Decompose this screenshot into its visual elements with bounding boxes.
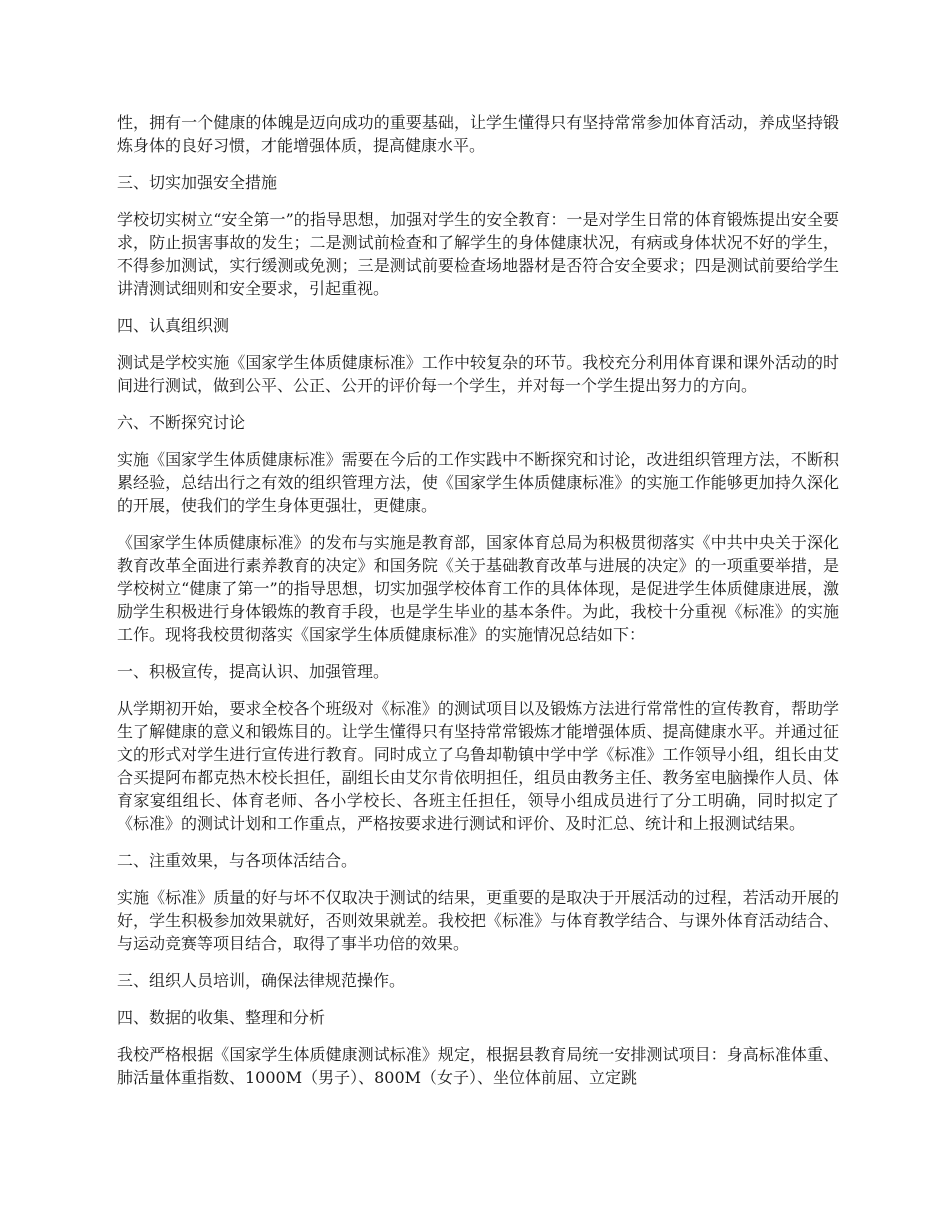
section-heading: 三、组织人员培训，确保法律规范操作。 <box>117 971 406 990</box>
section-heading: 四、认真组织测 <box>117 316 230 335</box>
section-heading: 一、积极宣传，提高认识、加强管理。 <box>117 662 390 681</box>
section-heading: 三、切实加强安全措施 <box>117 173 278 192</box>
document-body <box>117 111 839 1103</box>
body-paragraph: 实施《标准》质量的好与坏不仅取决于测试的结果，更重要的是取决于开展活动的过程，若活动开展的好，学生积极参加效果就好，否则效果就差。我校把《标准》与体育教学结合、与课外体育活动结合、与运动竞赛等项目结合，取得了事半功倍的效果。 <box>117 888 839 953</box>
body-paragraph: 我校严格根据《国家学生体质健康测试标准》规定，根据县教育局统一安排测试项目：身高标准体重、肺活量体重指数、1000M（男子）、800M（女子）、坐位体前屈、立定跳 <box>117 1045 839 1087</box>
section-heading: 四、数据的收集、整理和分析 <box>117 1008 326 1027</box>
section-heading: 二、注重效果，与各项体活结合。 <box>117 851 358 870</box>
section-heading: 六、不断探究讨论 <box>117 413 246 432</box>
body-paragraph: 《国家学生体质健康标准》的发布与实施是教育部，国家体育总局为积极贯彻落实《中共中央关于深化教育改革全面进行素养教育的决定》和国务院《关于基础教育改革与进展的决定》的一项重要举措，是学校树立“健康了第一”的指导思想，切实加强学校体育工作的具体体现，是促进学生体质健康进展，激励学生积极进行身体锻炼的教育手段，也是学生毕业的基本条件。为此，我校十分重视《标准》的实施工作。现将我校贯彻落实《国家学生体质健康标准》的实施情况总结如下： <box>117 533 839 644</box>
body-paragraph: 性，拥有一个健康的体魄是迈向成功的重要基础，让学生懂得只有坚持常常参加体育活动，养成坚持锻炼身体的良好习惯，才能增强体质，提高健康水平。 <box>117 113 839 155</box>
body-paragraph: 测试是学校实施《国家学生体质健康标准》工作中较复杂的环节。我校充分利用体育课和课外活动的时间进行测试，做到公平、公正、公开的评价每一个学生，并对每一个学生提出努力的方向。 <box>117 353 839 395</box>
body-paragraph: 实施《国家学生体质健康标准》需要在今后的工作实践中不断探究和讨论，改进组织管理方法，不断积累经验，总结出行之有效的组织管理方法，使《国家学生体质健康标准》的实施工作能够更加持久深化的开展，使我们的学生身体更强壮，更健康。 <box>117 450 839 515</box>
body-paragraph: 从学期初开始，要求全校各个班级对《标准》的测试项目以及锻炼方法进行常常性的宣传教育，帮助学生了解健康的意义和锻炼目的。让学生懂得只有坚持常常锻炼才能增强体质、提高健康水平。并通过征文的形式对学生进行宣传进行教育。同时成立了乌鲁却勒镇中学中学《标准》工作领导小组，组长由艾合买提阿布都克热木校长担任，副组长由艾尔肯依明担任，组员由教务主任、教务室电脑操作人员、体育家宴组组长、体育老师、各小学校长、各班主任担任，领导小组成员进行了分工明确，同时拟定了《标准》的测试计划和工作重点，严格按要求进行测试和评价、及时汇总、统计和上报测试结果。 <box>117 699 839 833</box>
body-paragraph: 学校切实树立“安全第一”的指导思想，加强对学生的安全教育：一是对学生日常的体育锻炼提出安全要求，防止损害事故的发生；二是测试前检查和了解学生的身体健康状况，有病或身体状况不好的学生，不得参加测试，实行缓测或免测；三是测试前要检查场地器材是否符合安全要求；四是测试前要给学生讲清测试细则和安全要求，引起重视。 <box>117 210 839 298</box>
